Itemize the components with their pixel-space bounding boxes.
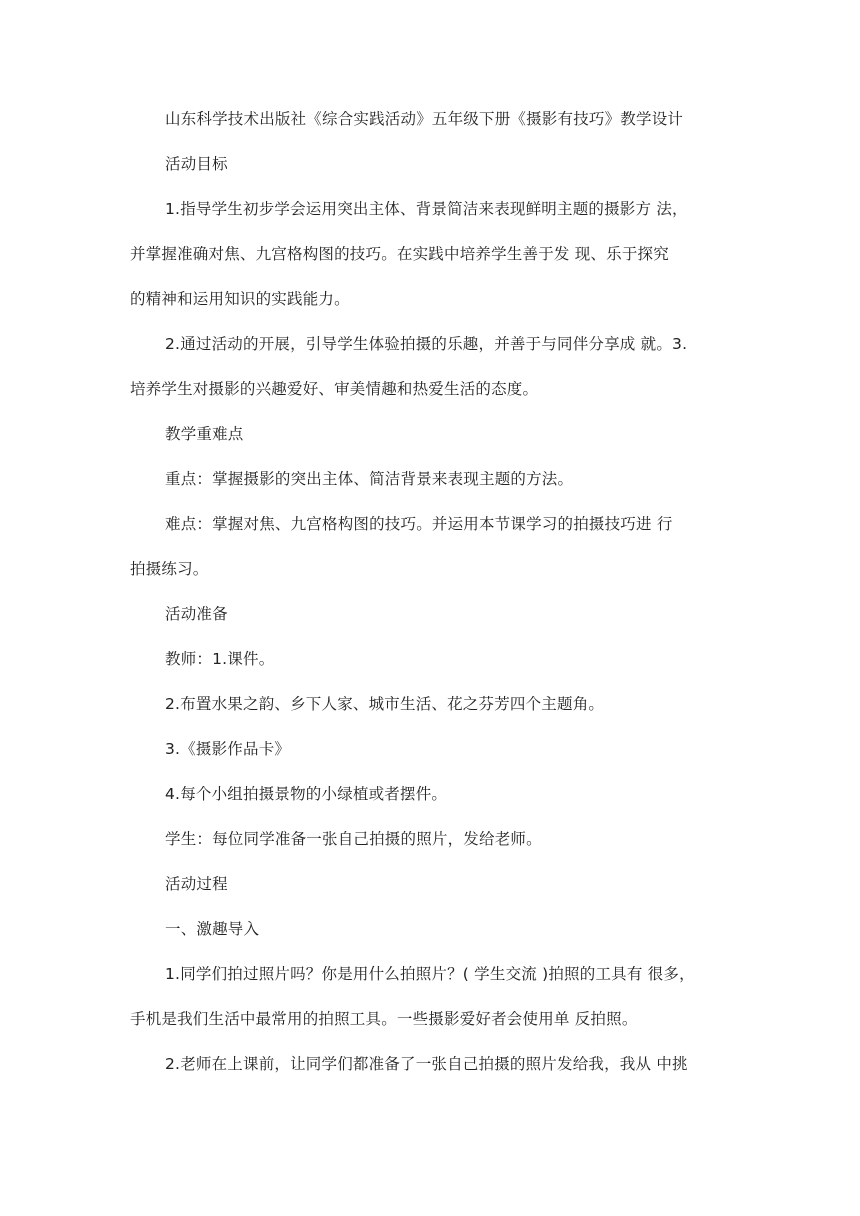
paragraph-line: 1.同学们拍过照片吗？你是用什么拍照片？( 学生交流 )拍照的工具有 很多， (165, 965, 695, 983)
paragraph-line: 1.指导学生初步学会运用突出主体、背景简洁来表现鲜明主题的摄影方 法， (165, 200, 688, 218)
section-heading-activity-goals: 活动目标 (165, 155, 228, 173)
paragraph-line: 重点：掌握摄影的突出主体、简洁背景来表现主题的方法。 (165, 470, 574, 488)
paragraph-line: 2.通过活动的开展，引导学生体验拍摄的乐趣，并善于与同伴分享成 就。3. (165, 335, 688, 353)
paragraph-line: 手机是我们生活中最常用的拍照工具。一些摄影爱好者会使用单 反拍照。 (130, 1010, 638, 1028)
paragraph-line: 2.布置水果之韵、乡下人家、城市生活、花之芬芳四个主题角。 (165, 695, 605, 713)
document-title: 山东科学技术出版社《综合实践活动》五年级下册《摄影有技巧》教学设计 (165, 110, 684, 128)
paragraph-line: 难点：掌握对焦、九宫格构图的技巧。并运用本节课学习的拍摄技巧进 行 (165, 515, 673, 533)
section-heading-activity-process: 活动过程 (165, 875, 228, 893)
paragraph-line: 学生：每位同学准备一张自己拍摄的照片，发给老师。 (165, 830, 542, 848)
paragraph-line: 拍摄练习。 (130, 560, 209, 578)
paragraph-line: 培养学生对摄影的兴趣爱好、审美情趣和热爱生活的态度。 (130, 380, 539, 398)
paragraph-line: 教师：1.课件。 (165, 650, 275, 668)
section-heading-activity-preparation: 活动准备 (165, 605, 228, 623)
subsection-heading: 一、激趣导入 (165, 920, 260, 938)
paragraph-line: 3.《摄影作品卡》 (165, 740, 291, 758)
document-body (130, 104, 732, 1094)
paragraph-line: 2.老师在上课前，让同学们都准备了一张自己拍摄的照片发给我，我从 中挑 (165, 1055, 688, 1073)
paragraph-line: 并掌握准确对焦、九宫格构图的技巧。在实践中培养学生善于发 现、乐于探究 (130, 245, 669, 263)
paragraph-line: 4.每个小组拍摄景物的小绿植或者摆件。 (165, 785, 448, 803)
section-heading-key-difficult-points: 教学重难点 (165, 425, 244, 443)
paragraph-line: 的精神和运用知识的实践能力。 (130, 290, 350, 308)
